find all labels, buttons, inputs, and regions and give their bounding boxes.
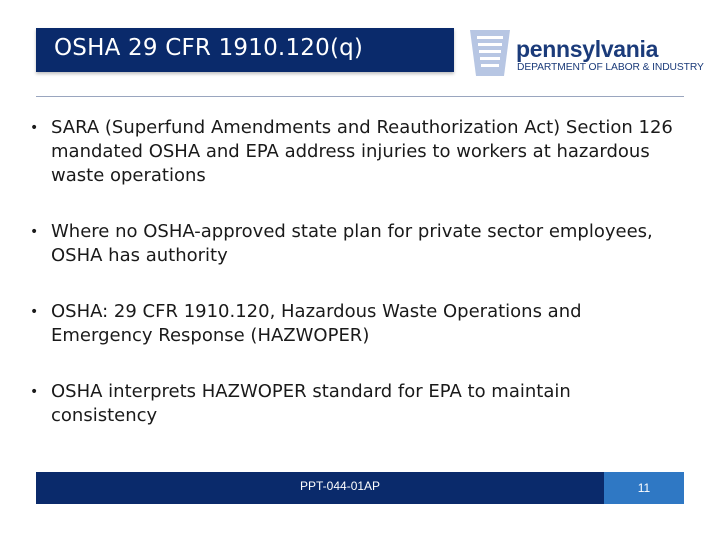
bullet-marker: • (30, 384, 39, 400)
slide-title: OSHA 29 CFR 1910.120(q) (54, 35, 364, 61)
bullet-item (30, 380, 680, 428)
bullet-item (30, 220, 680, 268)
footer-bar (36, 472, 684, 504)
bullet-text: SARA (Superfund Amendments and Reauthorization Act) Section 126 mandated OSHA and EPA address injuries to workers at hazardous waste operations (51, 117, 673, 186)
bullet-marker: • (30, 224, 39, 240)
bullet-item (30, 116, 680, 188)
logo-department: DEPARTMENT OF LABOR & INDUSTRY (517, 62, 704, 73)
bullet-text: OSHA: 29 CFR 1910.120, Hazardous Waste Operations and Emergency Response (HAZWOPER) (51, 301, 582, 346)
bullet-marker: • (30, 120, 39, 136)
document-code: PPT-044-01AP (300, 479, 381, 493)
pa-logo (468, 28, 704, 80)
bullet-list (30, 116, 680, 428)
bullet-text: Where no OSHA-approved state plan for private sector employees, OSHA has authority (51, 221, 653, 266)
header-divider (36, 96, 684, 97)
bullet-text: OSHA interprets HAZWOPER standard for EPA to maintain consistency (51, 381, 571, 426)
logo-wordmark: pennsylvania (516, 36, 659, 62)
keystone-icon (468, 28, 512, 78)
bullet-marker: • (30, 304, 39, 320)
page-number: 11 (637, 481, 651, 495)
bullet-item (30, 300, 680, 348)
title-bar (36, 28, 454, 72)
page-number-box (604, 472, 684, 504)
